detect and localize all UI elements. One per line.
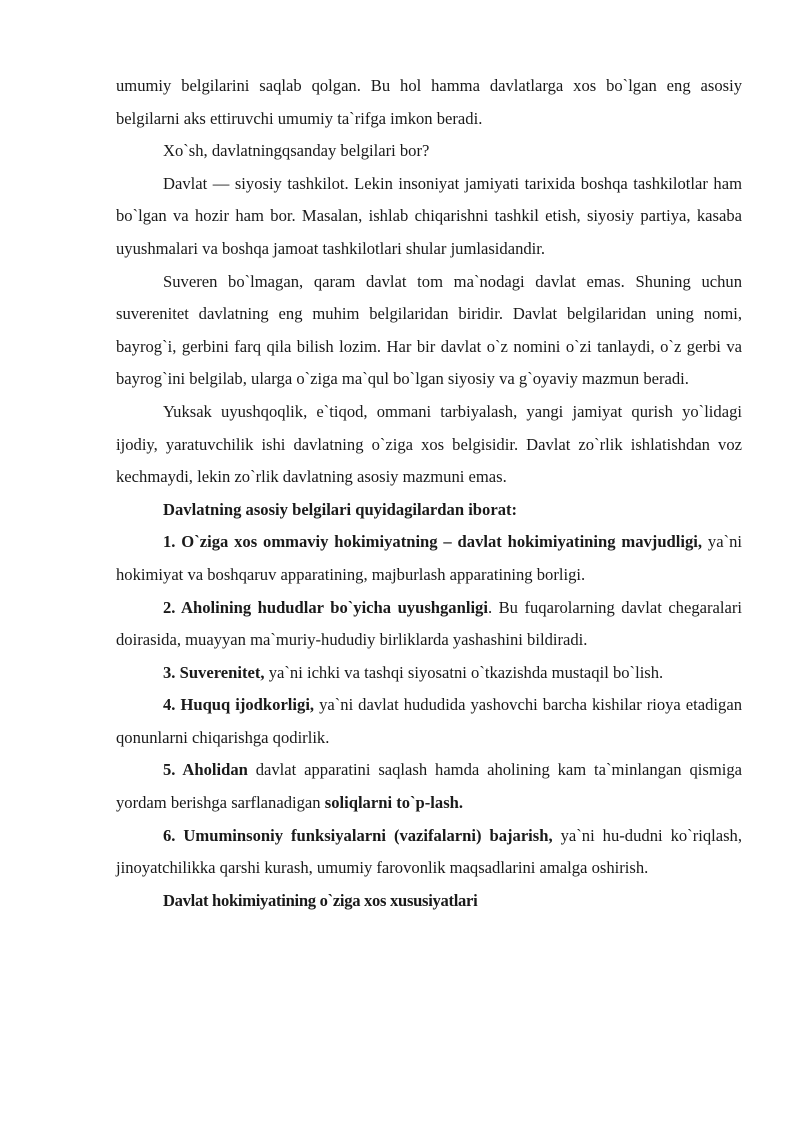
- paragraph-sovereignty: Suveren bo`lmagan, qaram davlat tom ma`nodagi davlat emas. Shuning uchun suverenitet davlatning eng muhim belgilaridan biridir. Davlat belgilaridan uning nomi, bayrog`i, gerbini farq qila bilish lozim. Har bir davlat o`z nomini o`zi tanlaydi, o`z gerbi va bayrog`ini belgilab, ularga o`ziga ma`qul bo`lgan siyosiy va g`oyaviy mazmun beradi.: [116, 271, 742, 389]
- list-item: [116, 754, 742, 819]
- list-item-bold-end: soliqlarni to`p-lash.: [324, 793, 464, 813]
- list-item: [116, 526, 742, 591]
- list-item: [116, 820, 742, 885]
- paragraph-organization-features: Yuksak uyushqoqlik, e`tiqod, ommani tarbiyalash, yangi jamiyat qurish yo`lidagi ijodiy, yaratuvchilik ishi davlatning o`ziga xos belgisidir. Davlat zo`rlik ishlatishdan voz kechmaydi, lekin zo`rlik davlatning asosiy mazmuni emas.: [116, 401, 742, 487]
- list-item-text: davlat apparatini saqlash hamda aholining kam ta`minlangan qismiga yordam berishga sarflanadigan: [116, 760, 742, 813]
- list-item-bold: 6. Umuminsoniy funksiyalarni (vazifalarni) bajarish,: [163, 825, 553, 845]
- closing-heading: Davlat hokimiyatining o`ziga xos xususiyatlari: [163, 890, 478, 910]
- list-item-bold: 1. O`ziga xos ommaviy hokimiyatning – davlat hokimiyatining mavjudligi,: [163, 532, 703, 552]
- paragraph-continuation: umumiy belgilarini saqlab qolgan. Bu hol hamma davlatlarga xos bo`lgan eng asosiy belgilarni aks ettiruvchi umumiy ta`rifga imkon beradi.: [116, 76, 742, 128]
- paragraph-organization: Davlat — siyosiy tashkilot. Lekin insoniyat jamiyati tarixida boshqa tashkilotlar ham bo`lgan va hozir ham bor. Masalan, ishlab chiqarishni tashkil etish, siyosiy partiya, kasaba uyushmalari va boshqa jamoat tashkilotlari shular jumlasidandir.: [116, 173, 742, 258]
- paragraph-question: Xo`sh, davlatningqsanday belgilari bor?: [163, 141, 430, 161]
- list-item-text: ya`ni hu-dudni ko`riqlash, jinoyatchilikka qarshi kurash, umumiy farovonlik maqsadlarini amalga oshirish.: [116, 825, 743, 878]
- list-item-bold: 3. Suverenitet,: [163, 662, 265, 682]
- list-item-bold: 2. Aholining hududlar bo`yicha uyushganligi: [163, 597, 488, 617]
- list-item-text: ya`ni ichki va tashqi siyosatni o`tkazishda mustaqil bo`lish.: [264, 662, 664, 682]
- list-item: [116, 657, 742, 690]
- list-item: [116, 689, 742, 754]
- list-item-text: ya`ni hokimiyat va boshqaruv apparatining, majburlash apparatining borligi.: [116, 532, 742, 584]
- list-item-text: . Bu fuqarolarning davlat chegaralari doirasida, muayyan ma`muriy-hududiy birliklarda yashashini bildiradi.: [116, 597, 743, 650]
- list-item: [116, 592, 742, 657]
- list-item-text: ya`ni davlat hududida yashovchi barcha kishilar rioya etadigan qonunlarni chiqarishga qodirlik.: [116, 695, 742, 747]
- list-item-bold: 4. Huquq ijodkorligi,: [163, 695, 315, 715]
- list-item-bold: 5. Aholidan: [163, 760, 248, 780]
- document-page: [116, 70, 742, 917]
- section-heading: Davlatning asosiy belgilari quyidagilardan iborat:: [163, 499, 518, 519]
